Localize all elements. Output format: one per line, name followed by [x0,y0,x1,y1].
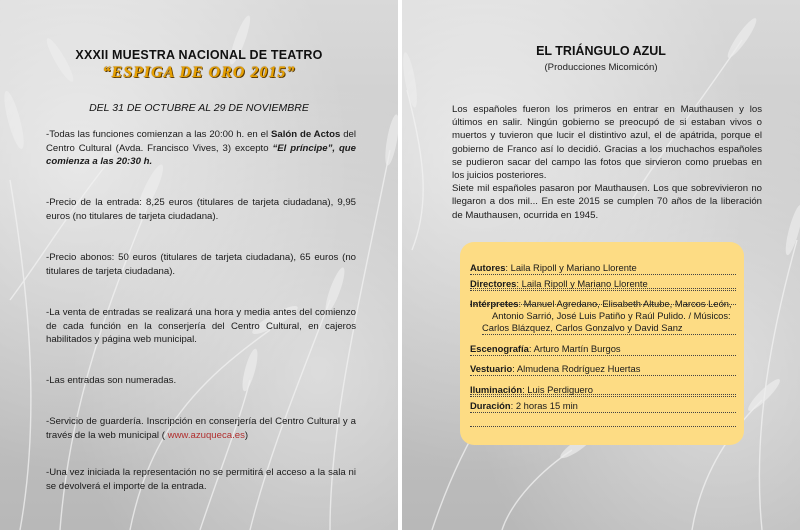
schedule-text: -Todas las funciones comienzan a las 20:00 h. en el [46,129,271,140]
credits-box [460,242,744,445]
synopsis-paragraph-1: Los españoles fueron los primeros en entrar en Mauthausen y los últimos en salir. Ningún gobierno se preocupó de si estaban vivos o muertos y tuvieron que lucir el distintivo azul, el de apátrida, porque el gobierno de Franco así lo decidió. Gracias a los muchachos españoles se pudieron sacar del campo las fotos que sirvieron como pruebas en los juicios posteriores. [452,104,762,182]
exception-note: “El príncipe”, que comienza a las 20:30 h. [46,142,357,167]
info-childcare [46,415,356,442]
right-page [402,0,800,530]
info-ticket-price: -Precio de la entrada: 8,25 euros (titulares de tarjeta ciudadana), 9,95 euros (no titulares de tarjeta ciudadana). [46,197,356,222]
credit-lighting [470,384,736,397]
credit-label: Escenografía [470,343,529,354]
credit-set-design [470,343,736,356]
play-synopsis [452,103,762,222]
childcare-text: -Servicio de guardería. Inscripción en conserjería del Centro Cultural y a través de la web municipal ( [46,416,356,441]
website-link[interactable]: www.azuqueca.es [167,429,245,441]
divider [470,426,736,427]
credit-authors [470,262,736,275]
play-title: EL TRIÁNGULO AZUL [536,44,666,58]
credit-value: : Manuel Agredano, Elisabeth Altube, Marcos León, [518,298,732,309]
festival-name: “ESPIGA DE ORO 2015” [102,64,296,81]
venue-address: del Centro Cultural (Avda. Francisco Vives, 3) excepto [46,129,356,154]
info-ticket-sales: -La venta de entradas se realizará una hora y media antes del comienzo de cada función en la conserjería del Centro Cultural, en cajeros habilitados y página web municipal. [46,307,356,345]
credit-costume [470,363,736,376]
credit-musicians: Carlos Blázquez, Carlos Gonzalvo y David Sanz [482,322,736,335]
credit-value: : Arturo Martín Burgos [528,343,621,354]
credit-value: : 2 horas 15 min [510,400,578,411]
childcare-close: ) [244,429,249,441]
info-numbered-seats: -Las entradas son numeradas. [46,375,177,386]
info-schedule [46,128,356,169]
synopsis-paragraph-2: Siete mil españoles pasaron por Mauthausen. Los que sobrevivieron no llegaron a dos mil... En este 2015 se cumplen 70 años de la liberación de Mauthausen, ocurrida en 1945. [452,183,762,221]
credit-value: : Laila Ripoll y Mariano Llorente [516,278,648,289]
credit-label: Iluminación [470,384,523,395]
credit-value: : Laila Ripoll y Mariano Llorente [505,262,637,273]
festival-title: XXXII MUESTRA NACIONAL DE TEATRO [75,48,323,62]
credit-value: : Luis Perdiguero [522,384,593,395]
venue-name: Salón de Actos [270,129,341,140]
credit-label: Vestuario [470,363,513,374]
festival-dates: DEL 31 DE OCTUBRE AL 29 DE NOVIEMBRE [89,102,309,114]
credit-label: Autores [470,262,506,273]
info-late-entry: -Una vez iniciada la representación no se permitirá el acceso a la sala ni se devolverá el importe de la entrada. [46,467,356,492]
credit-directors [470,278,736,291]
credit-performers-2: Antonio Sarrió, José Luis Patiño y Raúl Pulido. / Músicos: [492,310,731,321]
left-page [0,0,398,530]
production-company: (Producciones Micomicón) [544,62,658,73]
credit-value: : Almudena Rodríguez Huertas [512,363,641,374]
info-subscription-price: -Precio abonos: 50 euros (titulares de tarjeta ciudadana), 65 euros (no titulares de tarjeta ciudadana). [46,252,356,277]
credit-performers [470,298,736,310]
credit-label: Intérpretes [470,298,519,309]
credit-label: Directores [470,278,517,289]
credit-label: Duración [470,400,511,411]
credit-duration [470,400,736,413]
